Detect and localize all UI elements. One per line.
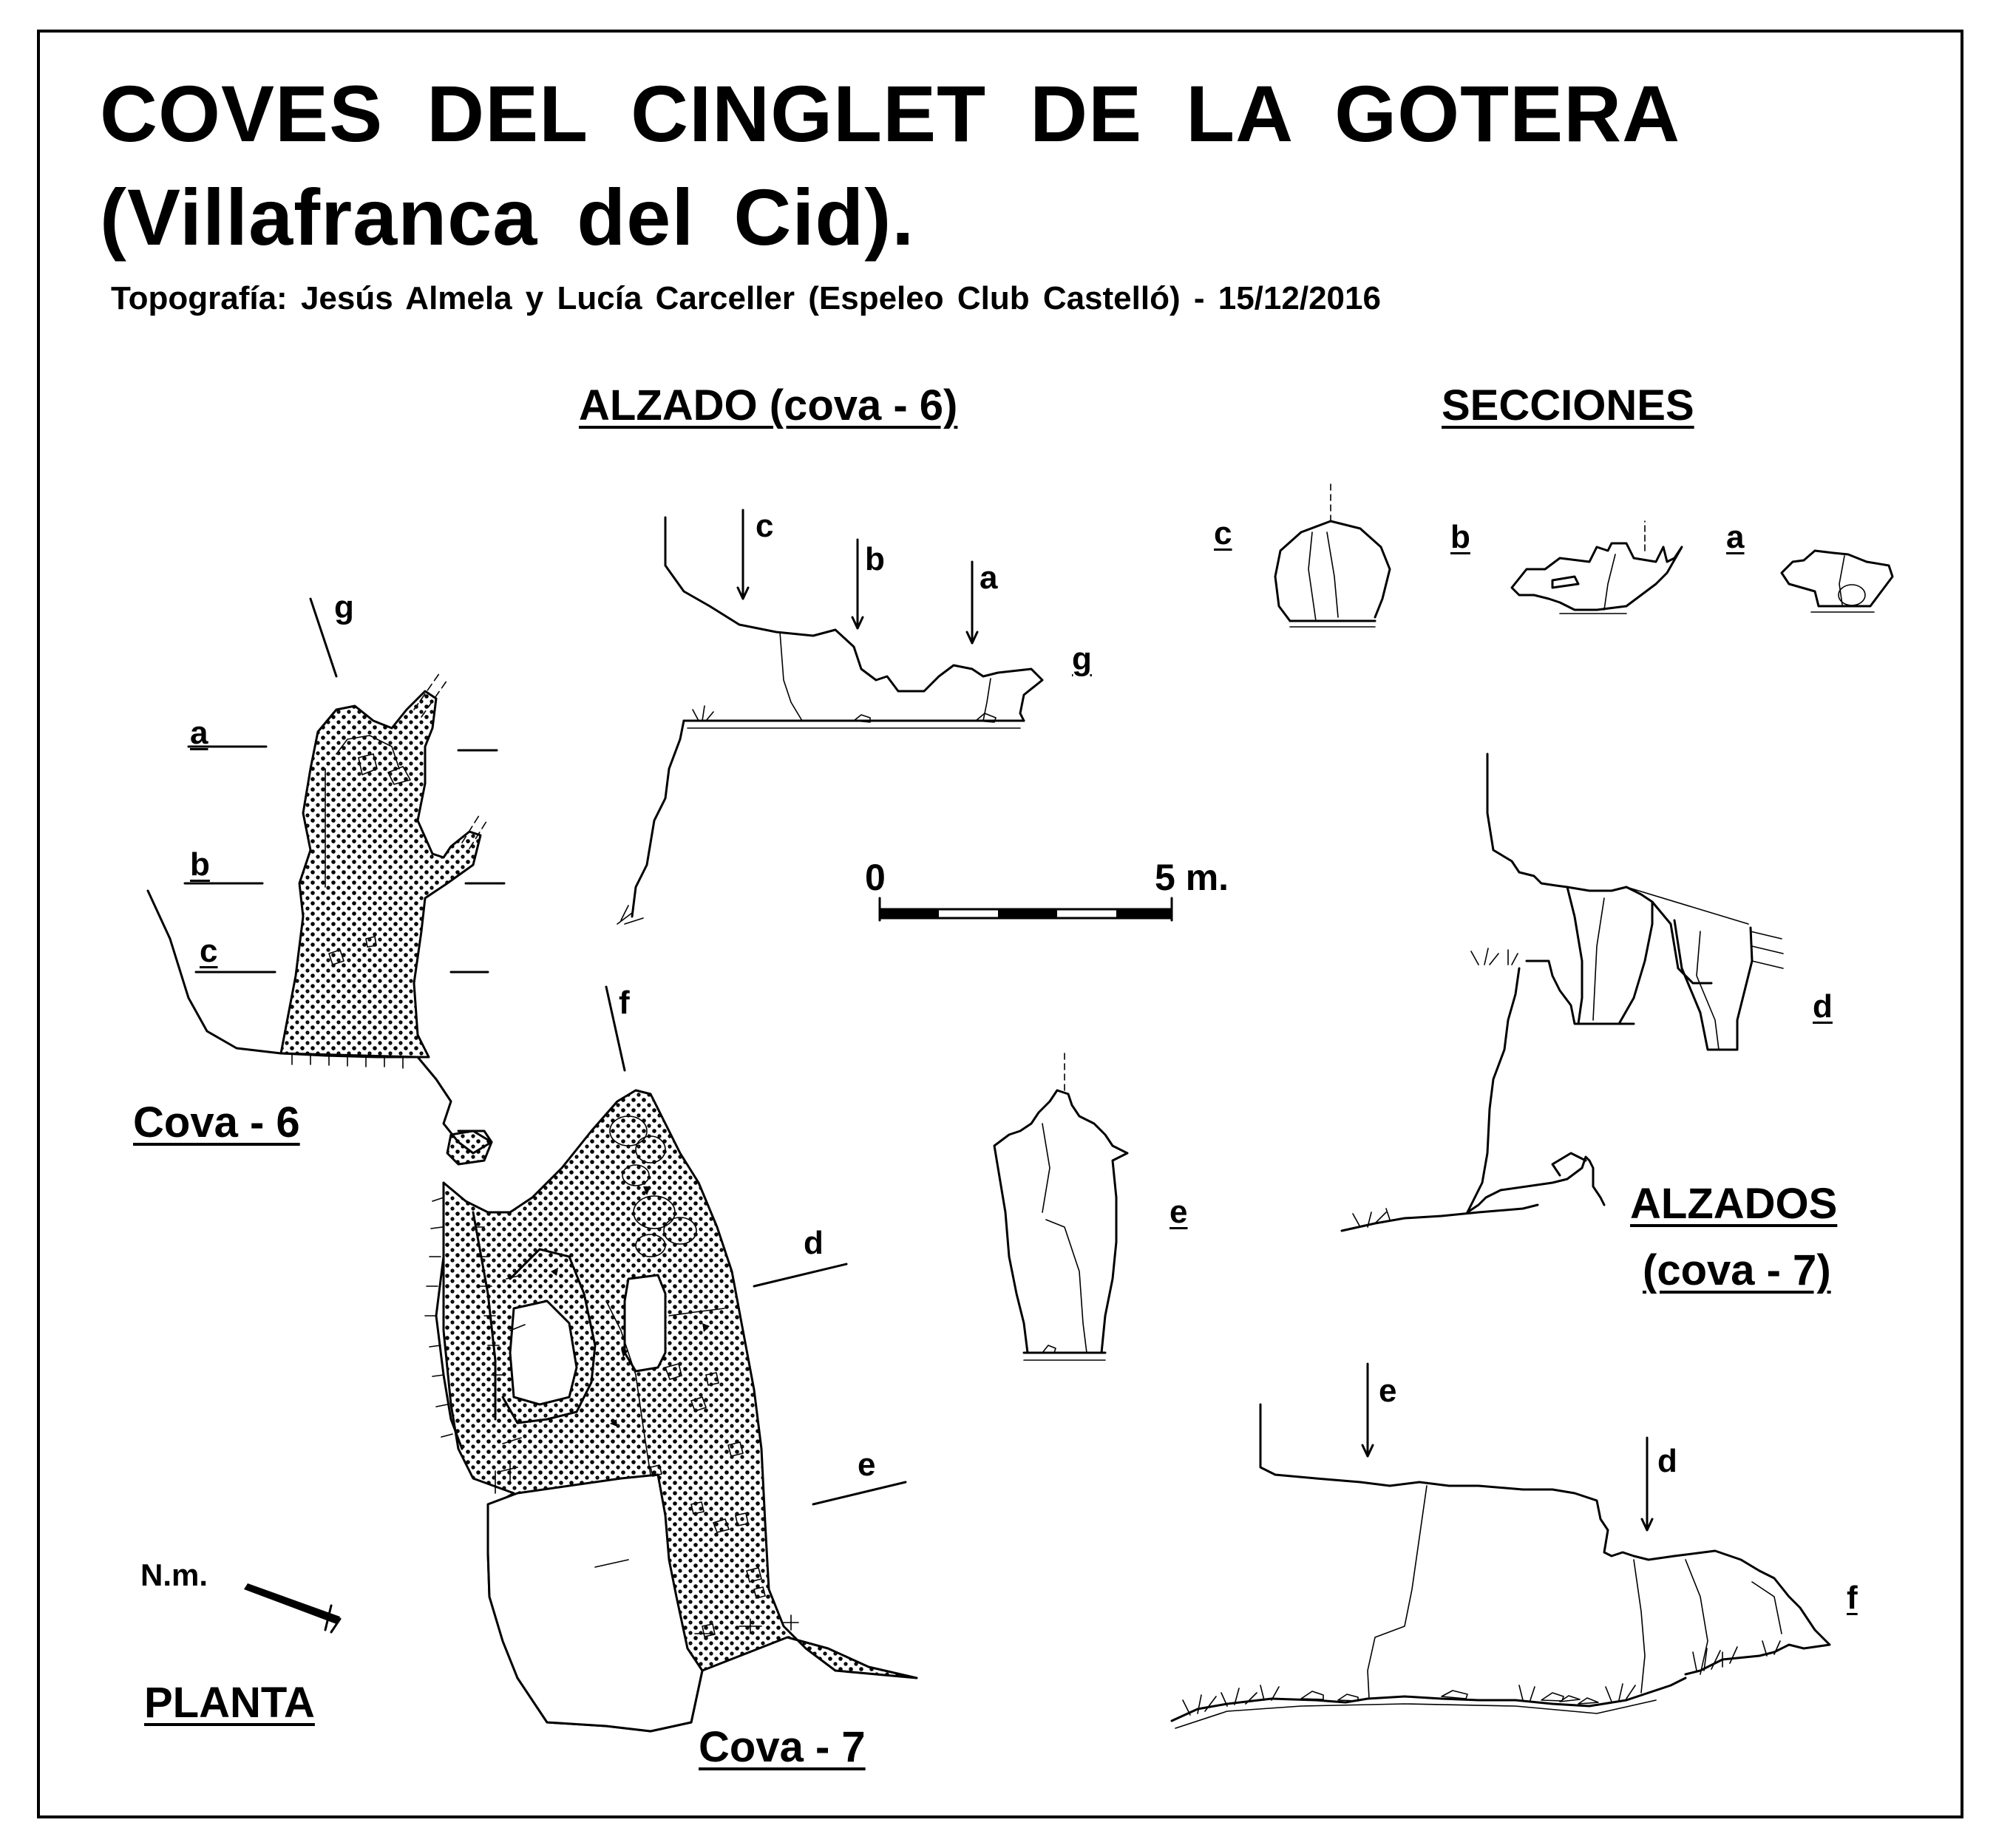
elev7u-pillar-1: [1567, 887, 1652, 1024]
elev6-letter-c: c: [756, 508, 774, 544]
plan-letter-g: g: [334, 589, 354, 625]
section-a: [1782, 551, 1893, 612]
elev7l-arrow-d: [1642, 1438, 1652, 1530]
plan-letter-a: a: [190, 715, 208, 751]
map-title: COVES DEL CINGLET DE LA GOTERA: [100, 69, 1681, 158]
elev7u-arch: [1552, 1153, 1586, 1175]
label-cova-6: Cova - 6: [133, 1098, 300, 1146]
heading-secciones: SECCIONES: [1442, 381, 1694, 429]
plan-cova6-outline: [281, 691, 481, 1057]
elev7l-cracks: [1368, 1486, 1782, 1699]
scale-start-label: 0: [865, 857, 886, 898]
elev7-letter-d: d: [1657, 1443, 1677, 1479]
elev7u-cracks: [1593, 898, 1719, 1050]
elev7l-floor-hatch: [1175, 1700, 1656, 1728]
elev6-plant-1: [693, 706, 713, 721]
elev7l-ceiling: [1260, 1404, 1830, 1674]
section-a-outline: [1782, 551, 1893, 606]
elev6-letter-g: g: [1072, 641, 1092, 677]
section-c-outline: [1275, 521, 1390, 621]
north-label: N.m.: [140, 1557, 208, 1592]
scale-end-label: 5 m.: [1155, 857, 1229, 898]
elev6-arrow-c: [738, 510, 748, 599]
section-e-outline: [994, 1090, 1127, 1353]
elev7l-floor: [1172, 1678, 1686, 1721]
plan-letter-f: f: [619, 985, 630, 1021]
elev6-plant-2: [617, 906, 643, 924]
elev7l-plants: [1183, 1641, 1780, 1715]
elev6-descent: [632, 721, 684, 917]
elev7u-entrance: [1467, 1157, 1604, 1212]
elevation-cova-7-upper: [1342, 754, 1783, 1231]
plan-letter-d: d: [804, 1225, 824, 1261]
cova7-pillar-2: [625, 1275, 665, 1371]
section-e-plan-line: [813, 1482, 906, 1504]
elev7u-ground: [1342, 1205, 1538, 1231]
survey-credits: Topografía: Jesús Almela y Lucía Carceller (Espeleo Club Castelló) - 15/12/2016: [111, 280, 1381, 316]
heading-alzados: ALZADOS: [1630, 1180, 1838, 1228]
heading-alzado-cova6: ALZADO (cova - 6): [579, 381, 958, 429]
section-g-plan-line: [310, 599, 336, 676]
cova6-passage-blob: [447, 1131, 492, 1164]
elev7-letter-f: f: [1847, 1580, 1858, 1616]
elev7u-wall-left: [1467, 968, 1519, 1212]
scale-bar: [880, 898, 1172, 920]
elev6-arrow-b: [852, 540, 863, 628]
section-letter-b: b: [1450, 519, 1470, 555]
section-e: [994, 1050, 1127, 1360]
section-a-crack: [1839, 556, 1844, 605]
section-b-hole: [1552, 577, 1578, 588]
map-subtitle: (Villafranca del Cid).: [100, 172, 915, 262]
elev7-letter-d-upper: d: [1813, 988, 1833, 1025]
plan-cova-6: [148, 599, 504, 1164]
section-d-plan-line: [754, 1264, 846, 1286]
section-letter-c: c: [1214, 515, 1232, 551]
section-b-outline: [1512, 543, 1682, 610]
elev7u-pillar-2: [1674, 920, 1752, 1050]
section-letter-a: a: [1726, 519, 1745, 555]
north-arrow: [244, 1583, 340, 1632]
plan-letter-b: b: [190, 846, 210, 883]
elev7l-arrow-e: [1362, 1364, 1373, 1456]
elevation-cova-7-lower: [1172, 1364, 1830, 1728]
heading-planta: PLANTA: [144, 1679, 315, 1727]
plan-cova-7: [425, 987, 917, 1731]
plan-letter-c: c: [200, 933, 218, 969]
elevation-cova-6: [617, 510, 1042, 924]
section-e-cracks: [1042, 1124, 1087, 1353]
heading-alzados-cova7: (cova - 7): [1643, 1246, 1831, 1294]
section-f-plan-line: [606, 987, 625, 1070]
section-c-cracks: [1308, 532, 1338, 621]
elev6-letter-a: a: [980, 560, 998, 596]
section-a-boulder: [1839, 585, 1865, 605]
label-cova-7: Cova - 7: [699, 1723, 866, 1771]
elev7-letter-e: e: [1379, 1373, 1397, 1409]
section-letter-e: e: [1170, 1194, 1188, 1230]
section-c: [1275, 480, 1390, 627]
elev6-arrow-a: [967, 562, 977, 643]
section-b: [1512, 521, 1682, 614]
elev6-letter-b: b: [865, 541, 885, 577]
plan-letter-e: e: [858, 1447, 876, 1483]
section-b-crack: [1604, 554, 1615, 610]
